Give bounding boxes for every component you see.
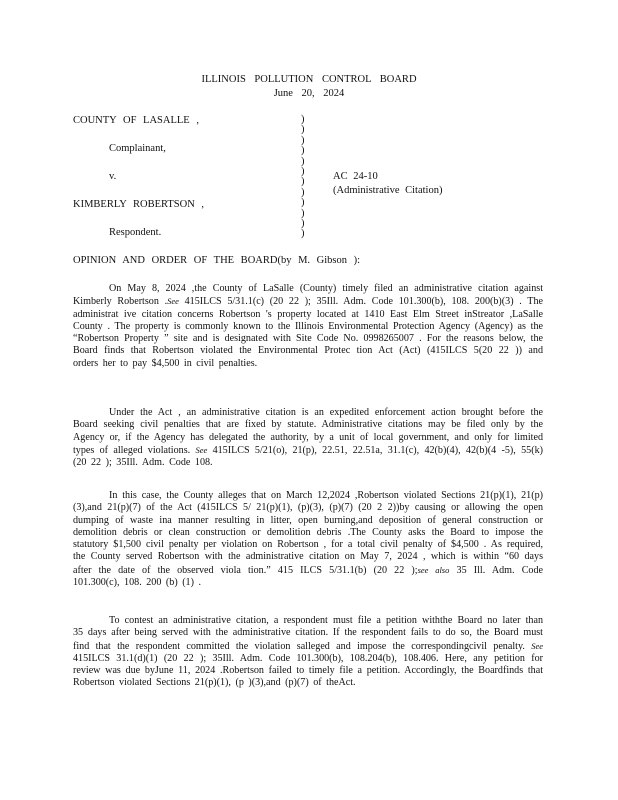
paragraph-text: On May 8, 2024 ,the County of LaSalle (County) timely filed an administrative citation against Kimberly Robertson . (73, 283, 543, 308)
paragraph-text: To contest an administrative citation, a respondent must file a petition withthe Board no later than 35 days after being served with the administrative citation. If the respondent fails to do so, the Board must find that the respondent committed the violation salleged and impose the correspondingcivil penalty. (73, 615, 543, 652)
citation-signal: See (167, 296, 179, 307)
caption-paren: ) (301, 134, 305, 146)
citation-signal: See (531, 640, 543, 651)
respondent-label: Respondent. (109, 227, 162, 238)
caption-paren: ) (301, 155, 305, 167)
respondent-name: KIMBERLY ROBERTSON , (73, 199, 205, 210)
complainant-name: COUNTY OF LASALLE , (73, 115, 199, 126)
caption-paren: ) (301, 228, 305, 240)
paragraph-4 (73, 615, 543, 690)
paragraph-text: 415ILCS 31.1(d)(1) (20 22 ); 35Ill. Adm. Code 101.300(b), 108.204(b), 108.406. Here, any petition for review was due byJune 11, 2024 .Robertson failed to timely file a petition. Accordingly, the Boardfinds that Robertson violated Sections 21(p)(1), (p )(3),and (p)(7) of theAct. (73, 652, 543, 689)
caption-paren: ) (301, 186, 305, 198)
paragraph-text: Under the Act , an administrative citation is an expedited enforcement action brought before the Board seeking civil penalties that are fixed by statute. Administrative citations may be filed only by the Agency or, if the Agency has delegated the authority, by a unit of local government, and only for limited types of alleged violations. (73, 407, 543, 456)
citation-signal: See (195, 444, 208, 455)
paragraph-2 (73, 407, 543, 469)
caption-parentheses (301, 115, 305, 240)
document-date: June 20, 2024 (273, 88, 345, 99)
board-name: ILLINOIS POLLUTION CONTROL BOARD (201, 74, 417, 85)
caption-paren: ) (301, 176, 305, 188)
case-number: AC 24-10 (333, 171, 378, 182)
caption-paren: ) (301, 197, 305, 209)
complainant-label: Complainant, (109, 143, 166, 154)
paragraph-text: 415ILCS 5/31.1(c) (20 22 ); 35Ill. Adm. Code 101.300(b), 108. 200(b)(3) . The administrat ive citation concerns Robertson 's property located at 1410 East Elm Street inStreator ,LaSalle County . The property is commonly known to the Illinois Environmental Protection Agency (Agency) as the “Robertson Property ” site and is designated with Site Code No. 0998265007 . For the reasons below, the Board finds that Robertson violated the Environmental Protec tion Act (Act) (415ILCS 5(20 22 )) and orders her to pay $4,500 in civil penalties. (73, 296, 543, 369)
paragraph-3 (73, 490, 543, 589)
versus-label: v. (109, 171, 117, 182)
caption-paren: ) (301, 124, 305, 136)
paragraph-text: 415ILCS 5/21(o), 21(p), 22.51, 22.51a, 31.1(c), 42(b)(4), 42(b)(4 -5), 55(k) (20 22 ); 35Ill. Adm. Code 108. (73, 444, 543, 469)
caption-paren: ) (301, 114, 305, 125)
opinion-heading: OPINION AND ORDER OF THE BOARD(by M. Gibson ): (73, 255, 361, 266)
caption-paren: ) (301, 207, 305, 219)
case-type: (Administrative Citation) (333, 185, 443, 196)
paragraph-1 (73, 283, 543, 370)
caption-paren: ) (301, 145, 305, 157)
caption-paren: ) (301, 165, 305, 177)
caption-paren: ) (301, 217, 305, 229)
paragraph-text: 35 Ill. Adm. Code 101.300(c), 108. 200 (b) (1) . (73, 564, 543, 589)
citation-signal: see also (417, 564, 450, 575)
paragraph-text: In this case, the County alleges that on March 12,2024 ,Robertson violated Sections 21(p)(1), 21(p)(3),and 21(p)(7) of the Act (415ILCS 5/ 21(p)(1), (p)(3), (p)(7) (20 2 2))by causing or allowing the open dumping of waste ina manner resulting in litter, open burning,and deposition of general construction or demolition debris or clean construction or demolition debris .The County asks the Board to impose the statutory $1,500 civil penalty per violation on Robertson , for a total civil penalty of $4,500 . As required, the County served Robertson with the administrative citation on May 7, 2024 , which is within “60 days after the date of the observed viola tion.” 415 ILCS 5/31.1(b) (20 22 ); (73, 490, 543, 576)
